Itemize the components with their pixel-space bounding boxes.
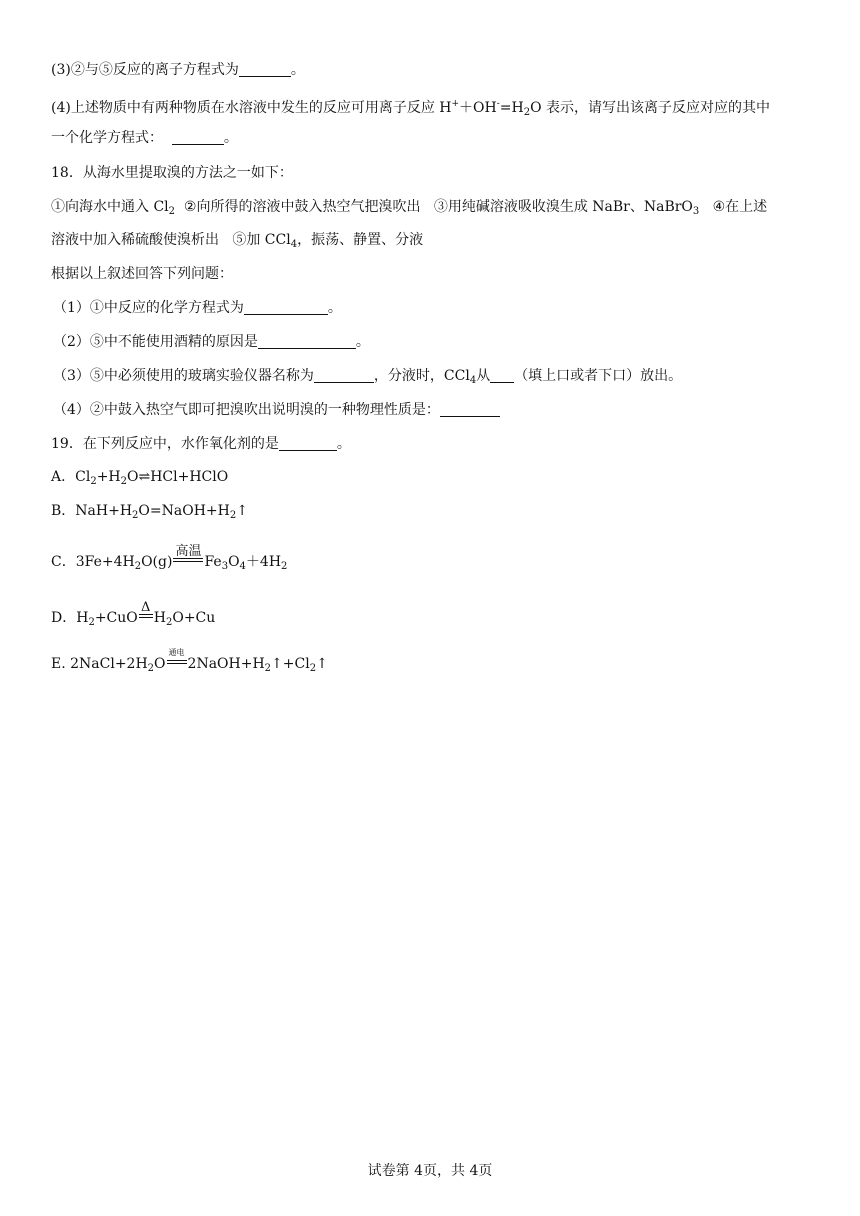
q18-steps-line1: ①向海水中通入 $Cl_2$ ②向所得的溶液中鼓入热空气把溴吹出 ③用纯碱溶液吸收溴生成 NaBr、NaBrO$_3$ ④在上述 — [51, 199, 768, 217]
q19-option-a: A．$Cl_2+H_2O\rightleftharpoons HCl+HClO$ — [51, 469, 229, 487]
q19-title: 19．在下列反应中，水作氧化剂的是 。 — [51, 436, 351, 452]
answer-blank — [244, 300, 328, 315]
reaction-condition-arrow: Δ — [139, 608, 153, 628]
page-footer: 试卷第 4页，共 4页 — [367, 1163, 493, 1179]
reaction-condition-arrow: 通电 — [167, 654, 187, 674]
q19-option-b: B．$NaH+H_2O=NaOH+H_2↑$ — [51, 503, 248, 521]
q19-option-d: D．$H_2+CuO$ Δ $H_2O+Cu$ — [51, 600, 216, 628]
answer-blank — [440, 402, 500, 417]
q18-part1: （1）①中反应的化学方程式为 。 — [53, 300, 342, 316]
q18-title: 18．从海水里提取溴的方法之一如下： — [51, 165, 293, 181]
answer-blank — [490, 368, 514, 383]
q18-prompt: 根据以上叙述回答下列问题： — [51, 266, 233, 282]
q18-steps-line2: 溶液中加入稀硫酸使溴析出 ⑤加 CCl$_4$，振荡、静置、分液 — [51, 232, 424, 250]
q17-part4-line1: (4)上述物质中有两种物质在水溶液中发生的反应可用离子反应 $H^++OH^-=H_2O$ 表示，请写出该离子反应对应的其中 — [51, 99, 771, 118]
q18-part4: （4）②中鼓入热空气即可把溴吹出说明溴的一种物理性质是： — [53, 400, 500, 420]
q17-part4-line2: 一个化学方程式： 。 — [51, 130, 238, 146]
answer-blank — [239, 62, 291, 77]
q19-option-c: C．$3Fe+4H_2O(g)$ 高温 $Fe_3O_4+4H_2$ — [51, 544, 288, 572]
answer-blank — [258, 334, 356, 349]
q17-part3: (3)②与⑤反应的离子方程式为 。 — [51, 62, 305, 78]
reaction-condition-arrow: 高温 — [173, 552, 203, 572]
q18-part3: （3）⑤中必须使用的玻璃实验仪器名称为 ，分液时，CCl$_4$从 （填上口或者下口）放出。 — [53, 368, 683, 386]
answer-blank — [172, 130, 224, 145]
q19-option-e: E. $2NaCl+2H_2O$ 通电 $2NaOH+H_2↑+Cl_2↑$ — [51, 648, 328, 674]
answer-blank — [314, 368, 374, 383]
q18-part2: （2）⑤中不能使用酒精的原因是 。 — [53, 334, 370, 350]
answer-blank — [279, 436, 337, 451]
